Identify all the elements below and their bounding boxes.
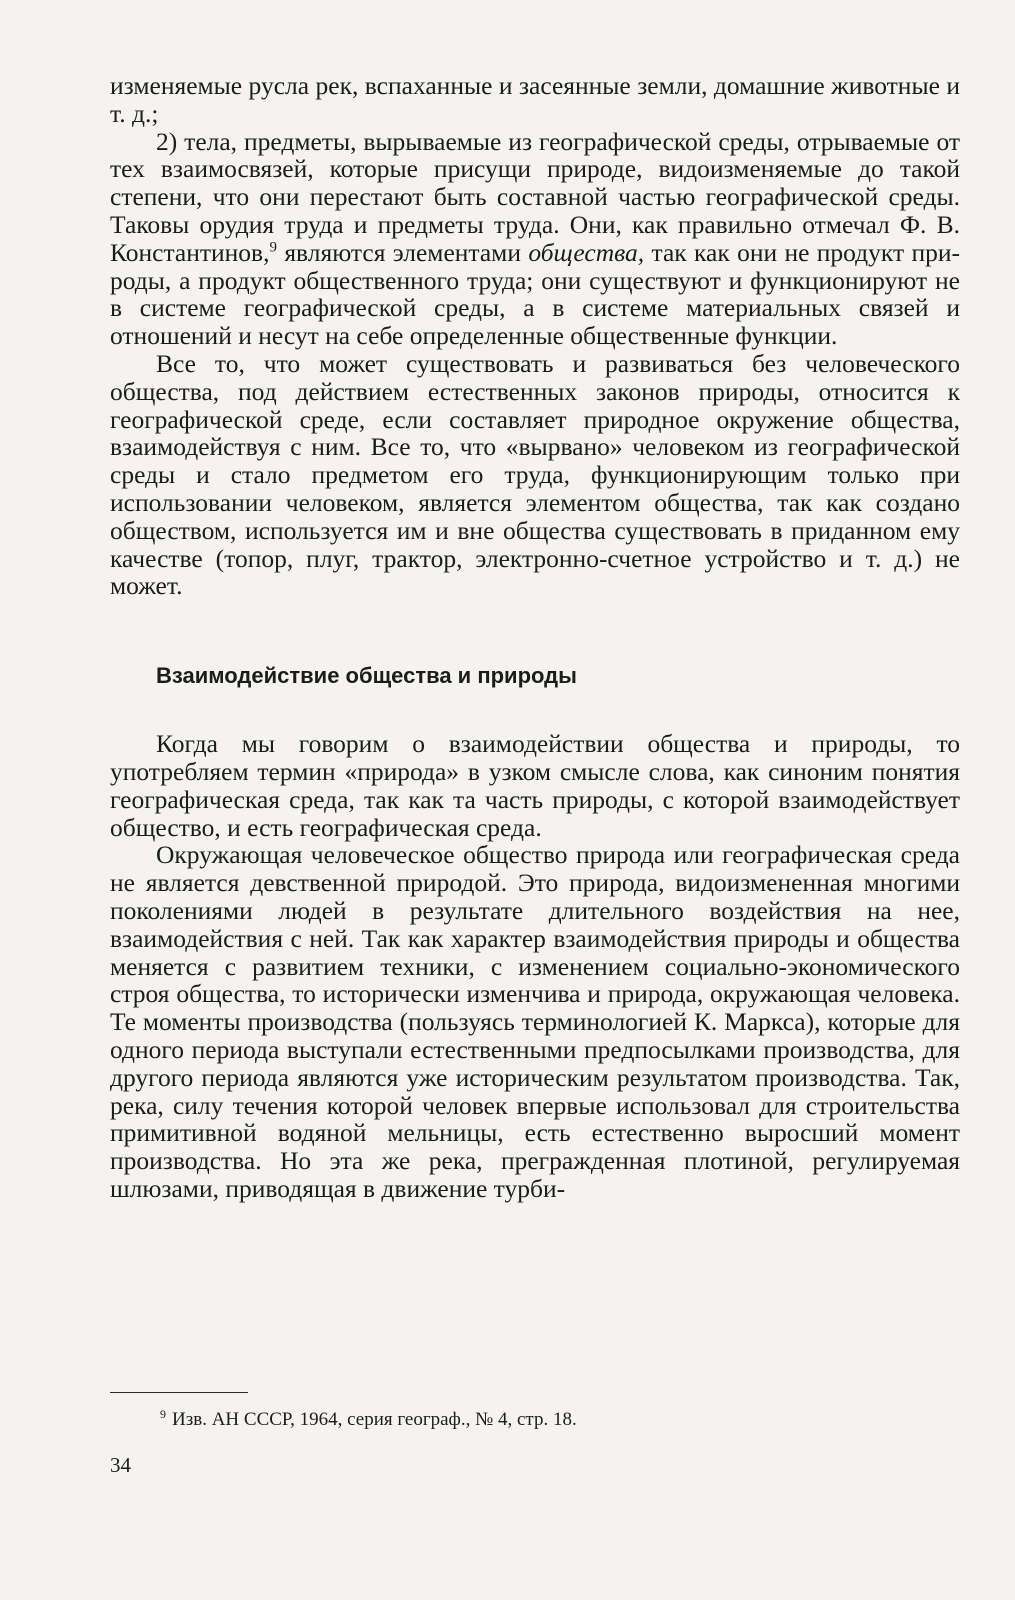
paragraph-continuation: изменяемые русла рек, вспаханные и засеянные земли, домашние животные и т. д.;	[110, 71, 960, 128]
page-number: 34	[110, 1453, 131, 1477]
paragraph-text: 2) тела, предметы, вырываемые из географической среды, отрываемые от тех взаимосвязей, которые присущи природе, видоизменяемые до такой степени, что они перестают быть составной частью географической среды. Таковы орудия труда и предметы труда. Они, как правильно отмечал Ф. В. Константинов,	[110, 126, 960, 267]
paragraph-item-2	[110, 128, 960, 350]
footnote	[160, 1408, 577, 1432]
footnote-reference: 9	[269, 239, 277, 256]
emphasis-text: общества,	[528, 237, 645, 267]
footnote-divider	[110, 1392, 248, 1393]
footnote-marker: 9	[160, 1406, 166, 1421]
paragraph: Окружающая человеческое общество природа или географическая среда не является девственной природой. Это природа, видоизмененная многими поколениями людей в результате длительного воздействия на нее, взаимодействия с ней. Так как характер взаимодействия природы и общества меняется с развитием техники, с изменением социально-экономического строя общества, то исторически изменчива и природа, окружающая человека. Те моменты производства (пользуясь терминологией К. Маркса), которые для одного периода выступали естественными предпосылками производства, для другого периода являются уже историческим результатом производства. Так, река, силу течения которой человек впервые использовал для строительства примитивной водяной мельницы, есть естественно выросший момент производства. Но эта же река, прегражденная плотиной, регулируемая шлюзами, приводящая в движение турби-	[110, 840, 960, 1203]
paragraph-text: так как они не продукт природы, а продукт общественного труда; они существуют и функционируют не в системе географической среды, а в системе материальных связей и отношений и несут на себе определенные общественные функции.	[110, 237, 960, 351]
section-heading: Взаимодействие общества и природы	[156, 663, 577, 689]
paragraph-text: являются элементами	[276, 237, 529, 267]
page-body	[110, 72, 960, 1203]
footnote-text: Изв. АН СССР, 1964, серия географ., № 4, стр. 18.	[172, 1409, 577, 1430]
paragraph: Когда мы говорим о взаимодействии общества и природы, то употребляем термин «природа» в узком смысле слова, как синоним понятия географическая среда, так как та часть природы, с которой взаимодействует общество, и есть географическая среда.	[110, 729, 960, 842]
paragraph: Все то, что может существовать и развиваться без человеческого общества, под действием естественных законов природы, относится к географической среде, если составляет природное окружение общества, взаимодействуя с ним. Все то, что «вырвано» человеком из географической среды и стало предметом его труда, функционирующим только при использовании человеком, является элементом общества, так как создано обществом, используется им и вне общества существовать в приданном ему качестве (топор, плуг, трактор, электронно-счетное устройство и т. д.) не может.	[110, 348, 960, 601]
